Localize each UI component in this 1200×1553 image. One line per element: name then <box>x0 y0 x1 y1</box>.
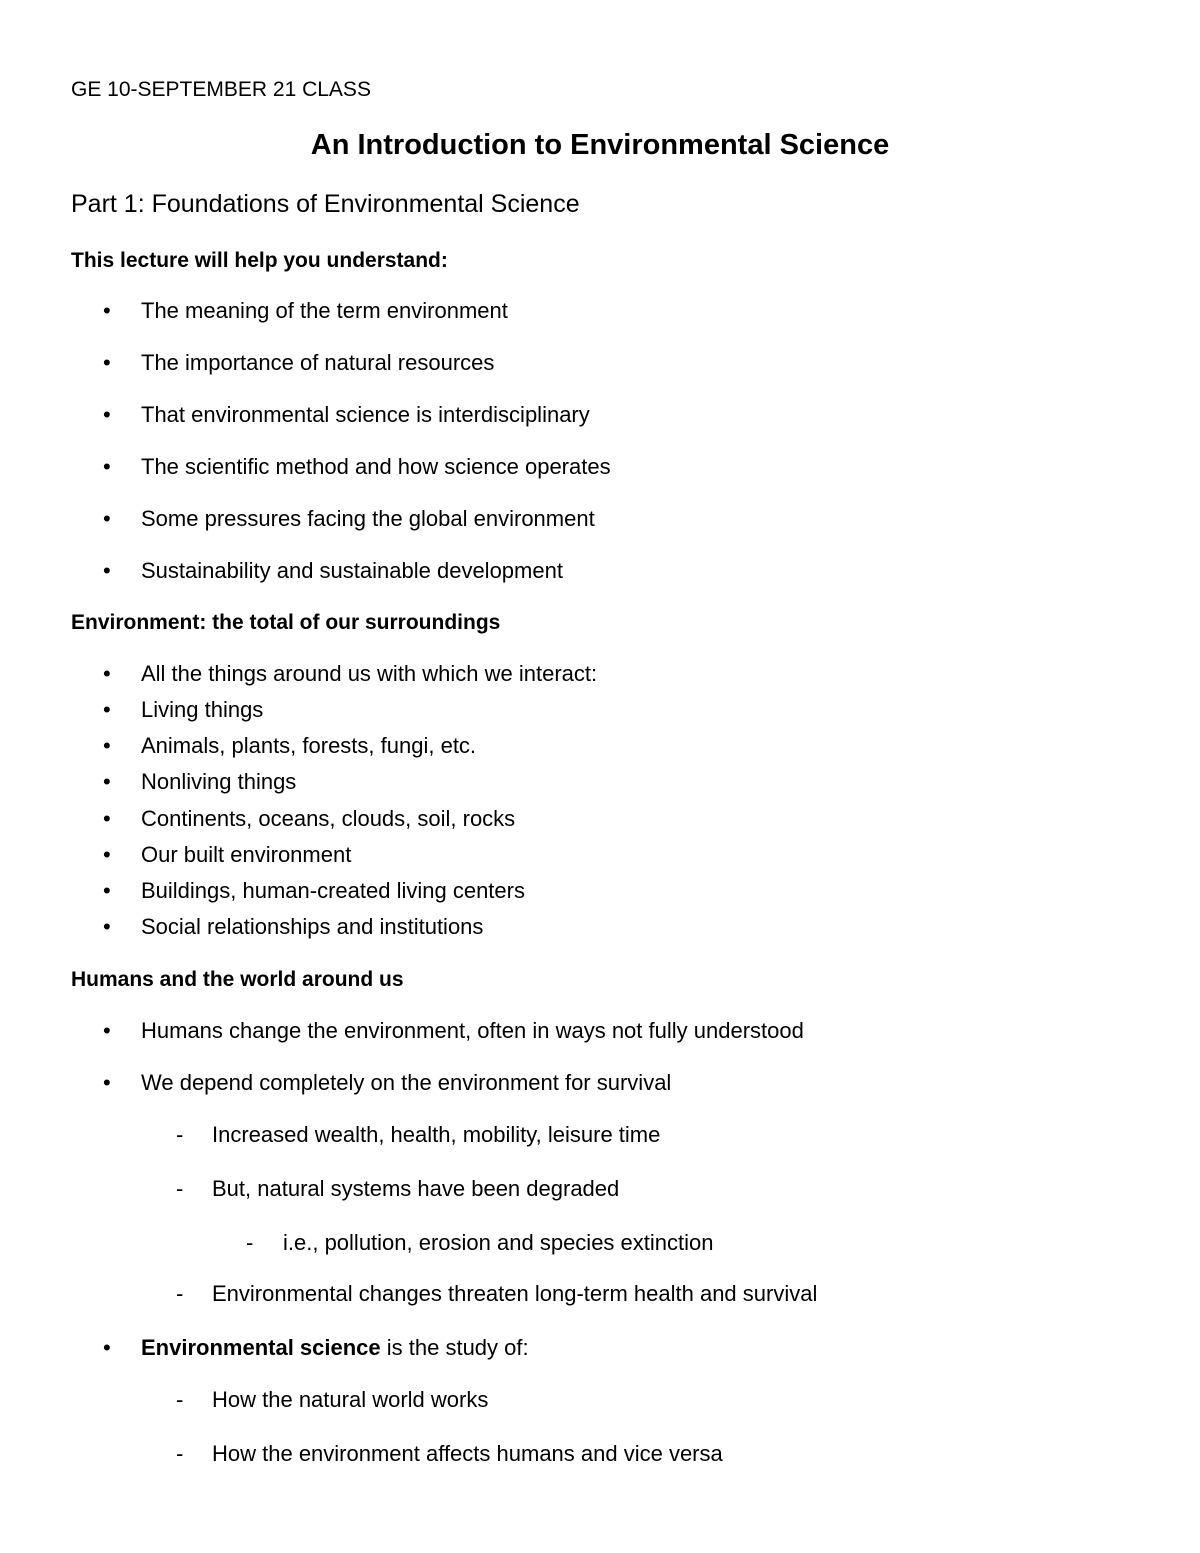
list-item <box>103 1018 804 1043</box>
sub-list-item-text: Increased wealth, health, mobility, leisure time <box>212 1122 661 1147</box>
list-item <box>103 506 595 531</box>
sub-sub-list-item-text: i.e., pollution, erosion and species extinction <box>283 1230 714 1255</box>
dash-icon: - <box>246 1230 254 1255</box>
list-item <box>103 350 495 375</box>
list-item-text: Humans change the environment, often in ways not fully understood <box>141 1018 804 1043</box>
list-item-text: Sustainability and sustainable development <box>141 558 563 583</box>
list-item-text: All the things around us with which we interact: <box>141 661 598 686</box>
bullet-icon: • <box>103 1070 111 1095</box>
dash-icon: - <box>176 1441 184 1466</box>
list-item-text: Some pressures facing the global environment <box>141 506 595 531</box>
list-item <box>103 769 297 794</box>
list-item <box>103 454 611 479</box>
sub-list-item-text: Environmental changes threaten long-term health and survival <box>212 1281 818 1306</box>
sub-list-item <box>176 1176 620 1201</box>
bullet-icon: • <box>103 733 111 758</box>
list-item-text: That environmental science is interdisciplinary <box>141 402 590 427</box>
list-item-text: Social relationships and institutions <box>141 914 484 939</box>
sub-list-item <box>176 1122 661 1147</box>
bullet-icon: • <box>103 454 111 479</box>
list-item-text: Animals, plants, forests, fungi, etc. <box>141 733 477 758</box>
list-item <box>103 878 525 903</box>
bullet-icon: • <box>103 842 111 867</box>
bullet-icon: • <box>103 661 111 686</box>
section-heading-environment: Environment: the total of our surroundings <box>71 611 501 634</box>
list-item <box>103 806 516 831</box>
bullet-icon: • <box>103 878 111 903</box>
sub-list-item-text: But, natural systems have been degraded <box>212 1176 620 1201</box>
dash-icon: - <box>176 1387 184 1412</box>
list-item <box>103 697 264 722</box>
dash-icon: - <box>176 1122 184 1147</box>
bullet-icon: • <box>103 697 111 722</box>
sub-list-item <box>176 1441 723 1466</box>
sub-sub-list-item <box>246 1230 714 1255</box>
bullet-icon: • <box>103 350 111 375</box>
bullet-icon: • <box>103 558 111 583</box>
list-item-text: Our built environment <box>141 842 352 867</box>
dash-icon: - <box>176 1176 184 1201</box>
list-item <box>103 1070 672 1095</box>
section-heading-lecture-goals: This lecture will help you understand: <box>71 249 448 272</box>
bullet-icon: • <box>103 1335 111 1360</box>
list-item-text: is the study of: <box>380 1335 529 1360</box>
dash-icon: - <box>176 1281 184 1306</box>
list-item <box>103 298 508 323</box>
list-item-text: The importance of natural resources <box>141 350 495 375</box>
part-heading: Part 1: Foundations of Environmental Science <box>71 190 580 218</box>
sub-list-item-text: How the natural world works <box>212 1387 489 1412</box>
list-item-text: The scientific method and how science operates <box>141 454 611 479</box>
bullet-icon: • <box>103 806 111 831</box>
list-item-text: We depend completely on the environment for survival <box>141 1070 672 1095</box>
list-item-text: Buildings, human-created living centers <box>141 878 525 903</box>
bullet-icon: • <box>103 402 111 427</box>
list-item-text: Continents, oceans, clouds, soil, rocks <box>141 806 516 831</box>
list-item <box>103 661 598 686</box>
document-title: An Introduction to Environmental Science <box>310 129 890 161</box>
list-item <box>103 733 477 758</box>
bullet-icon: • <box>103 298 111 323</box>
bullet-icon: • <box>103 769 111 794</box>
term-environmental-science: Environmental science <box>141 1335 381 1360</box>
list-item <box>103 402 590 427</box>
list-item <box>103 1335 529 1360</box>
list-item <box>103 558 563 583</box>
bullet-icon: • <box>103 914 111 939</box>
sub-list-item <box>176 1281 818 1306</box>
list-item <box>103 842 352 867</box>
list-item-text: Nonliving things <box>141 769 297 794</box>
bullet-icon: • <box>103 1018 111 1043</box>
list-item-text: The meaning of the term environment <box>141 298 508 323</box>
sub-list-item-text: How the environment affects humans and vice versa <box>212 1441 723 1466</box>
list-item-text: Living things <box>141 697 264 722</box>
sub-list-item <box>176 1387 489 1412</box>
section-heading-humans: Humans and the world around us <box>71 968 404 991</box>
list-item <box>103 914 484 939</box>
bullet-icon: • <box>103 506 111 531</box>
course-label: GE 10-SEPTEMBER 21 CLASS <box>71 78 371 101</box>
